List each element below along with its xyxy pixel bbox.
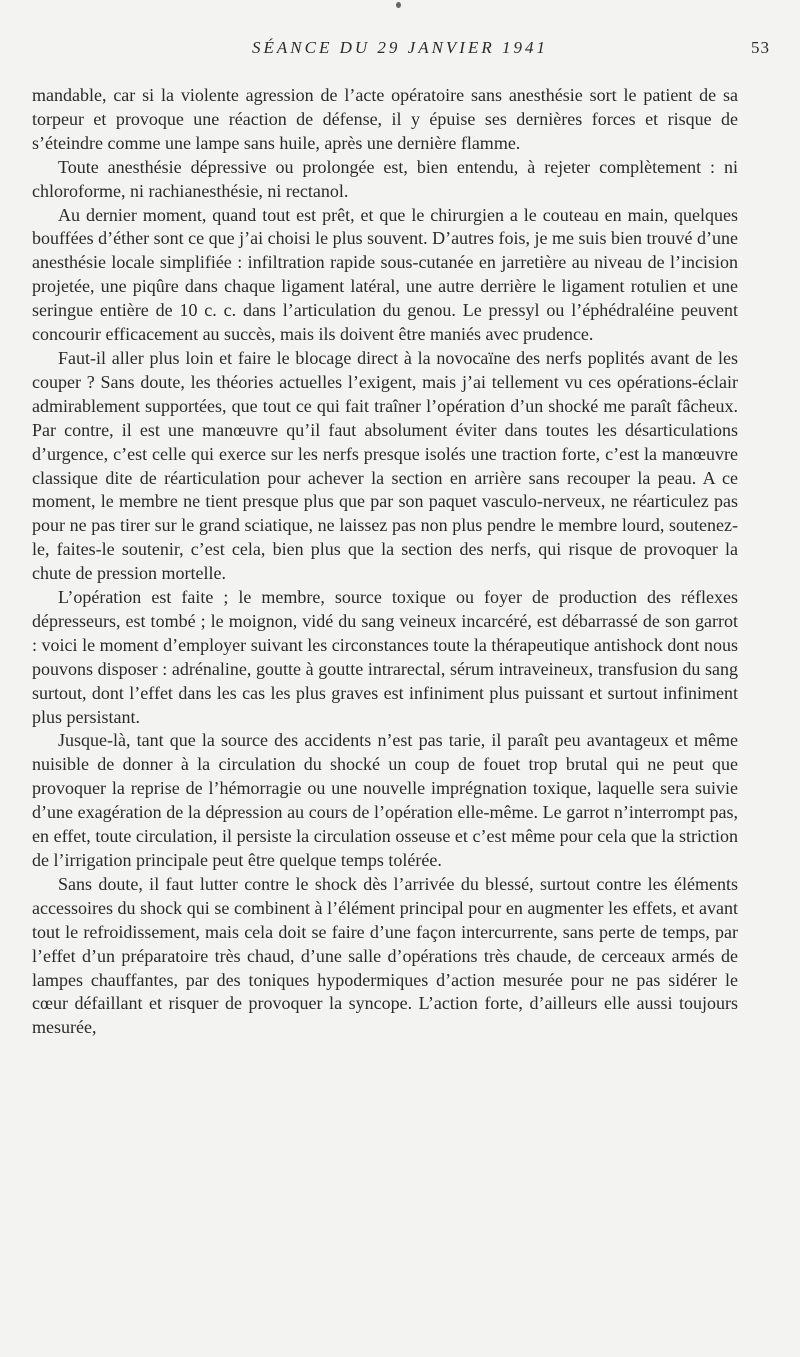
paragraph-1: mandable, car si la violente agression de l’acte opératoire sans anesthésie sort le patient de sa torpeur et provoque une réaction de défense, il y épuise ses dernières forces et risque de s’éteindre comme une lampe sans huile, après une dernière flamme. [32,85,738,153]
paragraph-4: Faut-il aller plus loin et faire le blocage direct à la novocaïne des nerfs poplités avant de les couper ? Sans doute, les théories actuelles l’exigent, mais j’ai tellement vu ces opérations-éclair admirablement supportées, que tout ce qui fait traîner l’opération d’un shocké me paraît fâcheux. Par contre, il est une manœuvre qu’il faut absolument éviter dans toutes les désarticulations d’urgence, c’est celle qui exerce sur les nerfs presque isolés une traction forte, c’est la manœuvre classique dite de réarticulation pour achever la section en arrière sans recouper la peau. A ce moment, le membre ne tient presque plus que par son paquet vasculo-nerveux, ne réarticulez pas pour ne pas tirer sur le grand sciatique, ne laissez pas non plus pendre le membre lourd, soutenez-le, faites-le soutenir, c’est cela, bien plus que la section des nerfs, qui risque de provoquer la chute de pression mortelle. [32,347,738,584]
paragraph-5: L’opération est faite ; le membre, source toxique ou foyer de production des réflexes dépresseurs, est tombé ; le moignon, vidé du sang veineux incarcéré, est débarrassé de son garrot : voici le moment d’employer suivant les circonstances toute la thérapeutique antishock dont nous pouvons disposer : adrénaline, goutte à goutte intrarectal, sérum intraveineux, transfusion du sang surtout, dont l’effet dans les cas les plus graves est infiniment plus puissant et surtout infiniment plus persistant. [32,587,738,727]
paragraph-2: Toute anesthésie dépressive ou prolongée est, bien entendu, à rejeter complètement : ni chloroforme, ni rachianesthésie, ni rectanol. [32,156,738,201]
print-mark [396,2,401,8]
running-title: SÉANCE DU 29 JANVIER 1941 [252,38,548,57]
body-text [32,84,738,1040]
paragraph-3: Au dernier moment, quand tout est prêt, et que le chirurgien a le couteau en main, quelques bouffées d’éther sont ce que j’ai choisi le plus souvent. D’autres fois, je me suis bien trouvé d’une anesthésie locale simplifiée : infiltration rapide sous-cutanée en jarretière au niveau de l’incision projetée, une piqûre dans chaque ligament latéral, une autre derrière le ligament rotulien et une seringue entière de 10 c. c. dans l’articulation du genou. Le pressyl ou l’éphédraléine peuvent concourir efficacement au succès, mais ils doivent être maniés avec prudence. [32,204,738,345]
paragraph-7: Sans doute, il faut lutter contre le shock dès l’arrivée du blessé, surtout contre les éléments accessoires du shock qui se combinent à l’élément principal pour en augmenter les effets, et avant tout le refroidissement, mais cela doit se faire d’une façon intercurrente, sans perte de temps, par l’effet d’un préparatoire très chaud, d’une salle d’opérations très chaude, de cerceaux armés de lampes chauffantes, par des toniques hypodermiques d’action mesurée pour ne pas sidérer le cœur défaillant et risquer de provoquer la syncope. L’action forte, d’ailleurs elle aussi toujours mesurée, [32,873,738,1038]
running-header [30,38,770,62]
page-number: 53 [751,38,770,57]
paragraph-6: Jusque-là, tant que la source des accidents n’est pas tarie, il paraît peu avantageux et même nuisible de donner à la circulation du shocké un coup de fouet trop brutal qui ne peut que provoquer la reprise de l’hémorragie ou une nouvelle imprégnation toxique, laquelle sera suivie d’une exagération de la dépression au cours de l’opération elle-même. Le garrot n’interrompt pas, en effet, toute circulation, il persiste la circulation osseuse et c’est même pour cela que la striction de l’irrigation principale peut être quelque temps tolérée. [32,730,738,870]
